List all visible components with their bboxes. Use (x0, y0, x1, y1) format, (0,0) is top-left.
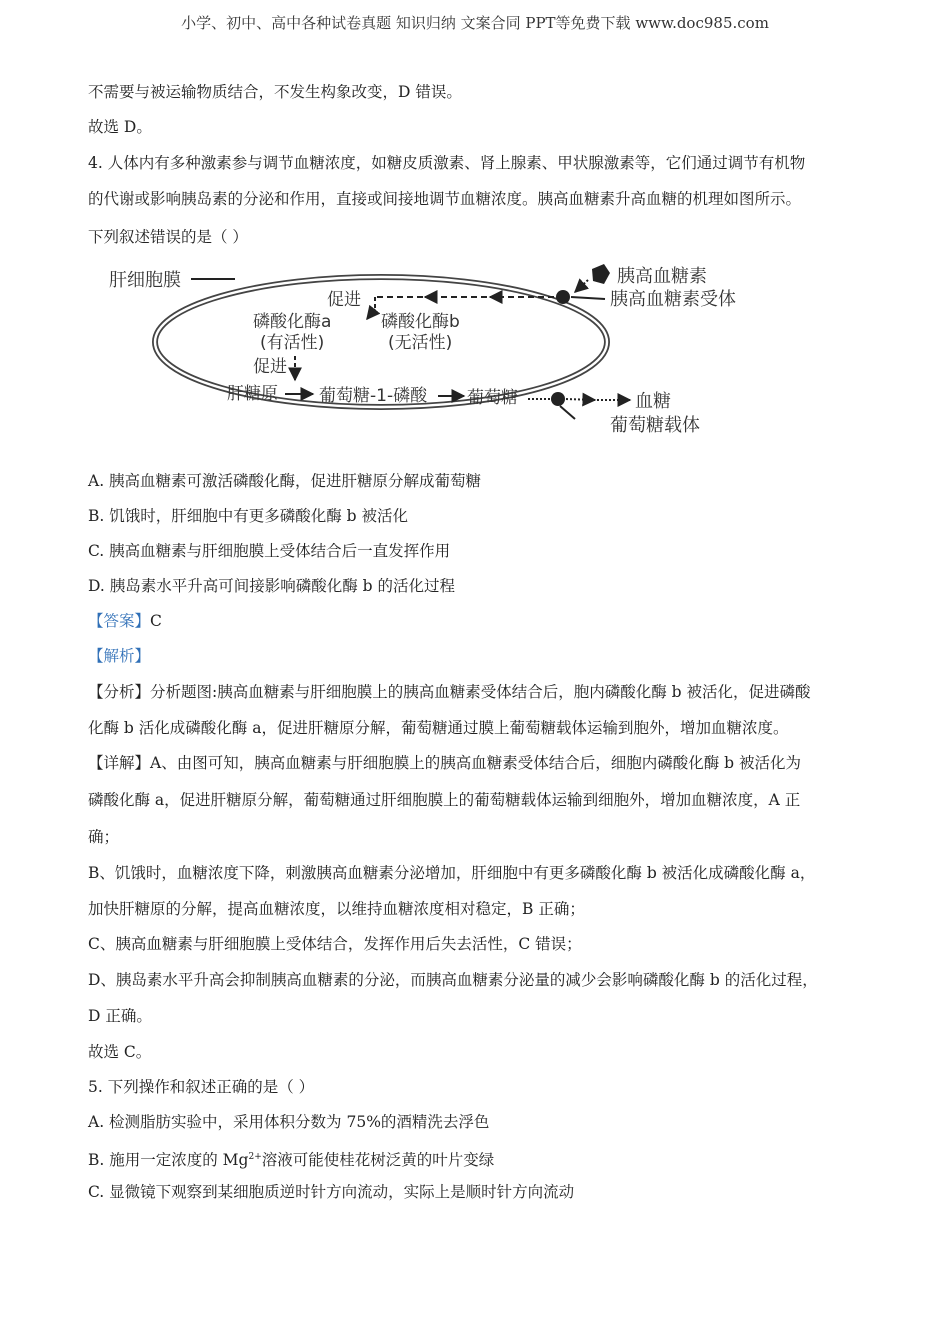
answer-tag: 【答案】 (88, 612, 151, 630)
analysis-text: 【分析】分析题图:胰高血糖素与肝细胞膜上的胰高血糖素受体结合后，胞内磷酸化酶 b 被活化，促进磷酸 (88, 683, 811, 701)
glucagon-mechanism-diagram (105, 258, 745, 443)
label-carrier: 葡萄糖载体 (610, 415, 700, 436)
label-promote-1: 促进 (327, 290, 361, 310)
option-a: A. 胰高血糖素可激活磷酸化酶，促进肝糖原分解成葡萄糖 (88, 472, 482, 490)
answer-value: C (150, 612, 162, 630)
question-4-stem: 4. 人体内有多种激素参与调节血糖浓度，如糖皮质激素、肾上腺素、甲状腺激素等，它们通过调节有机物 (88, 154, 806, 172)
label-enzyme-a-state: (有活性) (260, 333, 325, 353)
label-receptor: 胰高血糖素受体 (610, 289, 736, 310)
answer-line (88, 611, 162, 631)
detail-text: C、胰高血糖素与肝细胞膜上受体结合，发挥作用后失去活性，C 错误； (88, 935, 582, 953)
detail-text: D 正确。 (88, 1007, 152, 1025)
detail-text: 磷酸化酶 a，促进肝糖原分解，葡萄糖通过肝细胞膜上的葡萄糖载体运输到细胞外，增加血糖浓度，A 正 (88, 791, 801, 809)
label-g1p: 葡萄糖-1-磷酸 (319, 386, 428, 406)
receptor-dot (556, 290, 570, 304)
question-5-stem: 5. 下列操作和叙述正确的是（ ） (88, 1078, 315, 1096)
label-enzyme-b: 磷酸化酶b (381, 312, 460, 332)
option-b: B. 饥饿时，肝细胞中有更多磷酸化酶 b 被活化 (88, 507, 409, 525)
detail-text: 确； (88, 828, 120, 846)
label-enzyme-a: 磷酸化酶a (253, 312, 332, 332)
page-header: 小学、初中、高中各种试卷真题 知识归纳 文案合同 PPT等免费下载 www.doc985.com (181, 14, 769, 32)
question-4-stem: 下列叙述错误的是（ ） (88, 228, 248, 246)
label-blood-sugar: 血糖 (635, 391, 671, 412)
detail-text: 【详解】A、由图可知，胰高血糖素与肝细胞膜上的胰高血糖素受体结合后，细胞内磷酸化酶 b 被活化为 (88, 754, 801, 772)
option-c: C. 胰高血糖素与肝细胞膜上受体结合后一直发挥作用 (88, 542, 451, 560)
q5-option-b-pre: B. 施用一定浓度的 Mg (88, 1151, 249, 1169)
label-glycogen: 肝糖原 (227, 384, 278, 404)
label-glucose: 葡萄糖 (467, 388, 518, 408)
label-hormone: 胰高血糖素 (617, 266, 707, 287)
label-membrane: 肝细胞膜 (109, 270, 181, 291)
analysis-text: 化酶 b 活化成磷酸化酶 a，促进肝糖原分解，葡萄糖通过膜上葡萄糖载体运输到胞外，增加血糖浓度。 (88, 719, 789, 737)
hormone-shape (592, 264, 610, 284)
q5-option-b-sup: 2+ (248, 1152, 262, 1162)
detail-text: 加快肝糖原的分解，提高血糖浓度，以维持血糖浓度相对稳定，B 正确； (88, 900, 585, 918)
choose-text: 故选 C。 (88, 1043, 152, 1061)
analysis-tag: 【解析】 (88, 647, 151, 665)
q5-option-b-post: 溶液可能使桂花树泛黄的叶片变绿 (261, 1151, 495, 1169)
q5-option-a: A. 检测脂肪实验中，采用体积分数为 75%的酒精洗去浮色 (88, 1113, 490, 1131)
label-enzyme-b-state: (无活性) (388, 333, 453, 353)
carrier-dot (551, 392, 565, 406)
q5-option-b (88, 1147, 494, 1170)
question-4-stem: 的代谢或影响胰岛素的分泌和作用，直接或间接地调节血糖浓度。胰高血糖素升高血糖的机理如图所示。 (88, 190, 802, 208)
q5-option-c: C. 显微镜下观察到某细胞质逆时针方向流动，实际上是顺时针方向流动 (88, 1183, 575, 1201)
text-line: 不需要与被运输物质结合，不发生构象改变，D 错误。 (88, 83, 462, 101)
option-d: D. 胰岛素水平升高可间接影响磷酸化酶 b 的活化过程 (88, 577, 456, 595)
detail-text: D、胰岛素水平升高会抑制胰高血糖素的分泌，而胰高血糖素分泌量的减少会影响磷酸化酶 b 的活化过程， (88, 971, 818, 989)
text-line: 故选 D。 (88, 118, 152, 136)
label-promote-2: 促进 (253, 357, 287, 377)
detail-text: B、饥饿时，血糖浓度下降，刺激胰高血糖素分泌增加，肝细胞中有更多磷酸化酶 b 被活化成磷酸化酶 a， (88, 864, 816, 882)
